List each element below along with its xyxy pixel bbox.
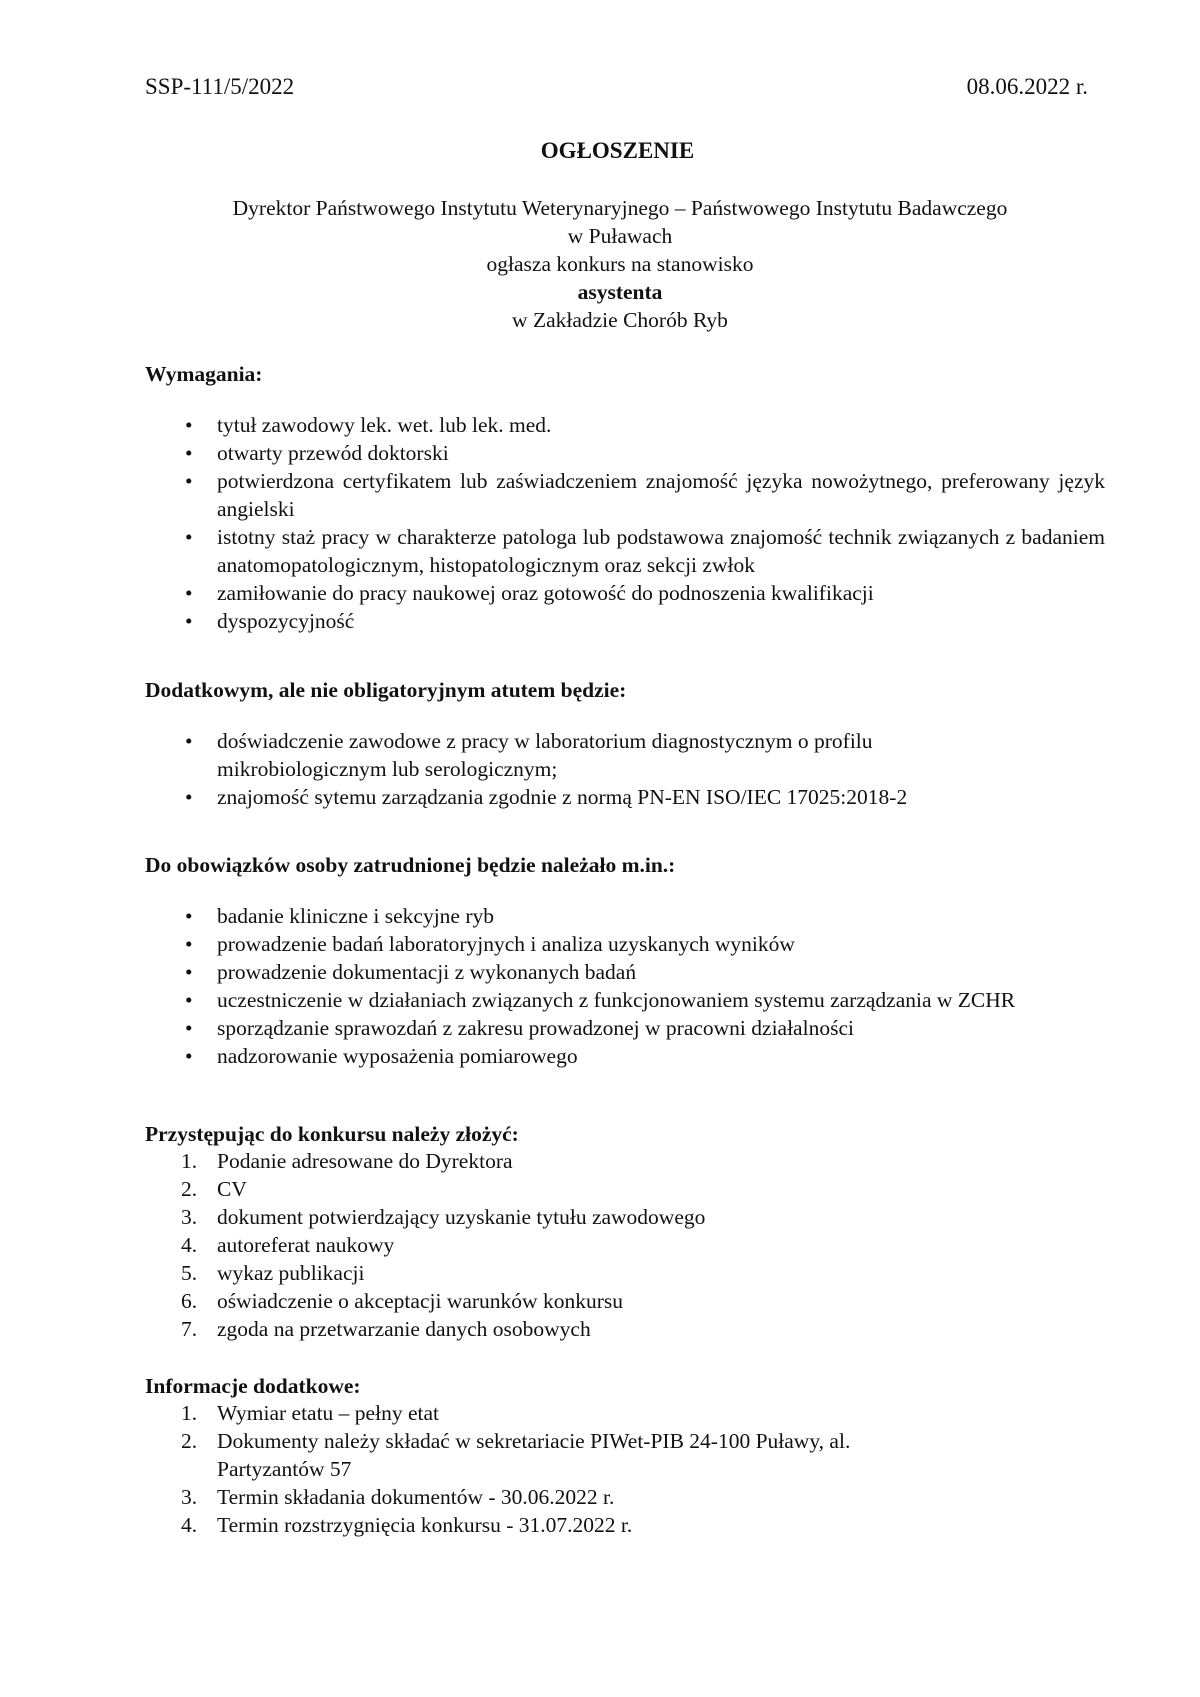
info-heading: Informacje dodatkowe:	[145, 1374, 361, 1398]
documents-section	[145, 1122, 1105, 1343]
requirements-heading: Wymagania:	[145, 362, 263, 386]
item-text: zgoda na przetwarzanie danych osobowych	[217, 1317, 591, 1341]
list-item: • istotny staż pracy w charakterze patologa lub podstawowa znajomość technik związanych z badaniem anatomopatologicznym, histopatologicznym oraz sekcji zwłok	[145, 523, 1105, 579]
item-text: Dokumenty należy składać w sekretariacie PIWet-PIB 24-100 Puławy, al. Partyzantów 57	[217, 1429, 851, 1481]
item-number: 2.	[181, 1429, 198, 1453]
list-item	[145, 1147, 1105, 1175]
documents-heading: Przystępując do konkursu należy złożyć:	[145, 1122, 519, 1146]
info-list	[145, 1399, 925, 1539]
item-number: 3.	[181, 1485, 198, 1509]
list-item	[145, 1511, 925, 1539]
list-item: • tytuł zawodowy lek. wet. lub lek. med.	[145, 411, 1105, 439]
item-number: 7.	[181, 1317, 198, 1341]
list-item	[145, 1483, 925, 1511]
documents-list	[145, 1147, 1105, 1343]
item-number: 4.	[181, 1233, 198, 1257]
list-item	[145, 1175, 1105, 1203]
requirements-section	[145, 362, 1105, 635]
info-section	[145, 1374, 1105, 1539]
item-text: Podanie adresowane do Dyrektora	[217, 1149, 513, 1173]
list-item	[145, 1427, 925, 1483]
item-number: 6.	[181, 1289, 198, 1313]
intro-line-director: Dyrektor Państwowego Instytutu Weterynaryjnego – Państwowego Instytutu Badawczego	[232, 196, 1008, 220]
list-item	[145, 1315, 1105, 1343]
list-item	[145, 1287, 1105, 1315]
list-item: • zamiłowanie do pracy naukowej oraz gotowość do podnoszenia kwalifikacji	[145, 579, 1105, 607]
list-item	[145, 1203, 1105, 1231]
item-number: 3.	[181, 1205, 198, 1229]
item-text: Wymiar etatu – pełny etat	[217, 1401, 439, 1425]
intro-block	[140, 194, 1100, 334]
item-number: 5.	[181, 1261, 198, 1285]
list-item	[145, 1399, 925, 1427]
list-item: • otwarty przewód doktorski	[145, 439, 1105, 467]
item-text: Termin składania dokumentów - 30.06.2022 r.	[217, 1485, 615, 1509]
additional-assets-list	[145, 727, 908, 811]
duties-heading: Do obowiązków osoby zatrudnionej będzie należało m.in.:	[145, 853, 676, 877]
item-number: 1.	[181, 1401, 198, 1425]
document-title: OGŁOSZENIE	[540, 138, 695, 163]
list-item: • sporządzanie sprawozdań z zakresu prowadzonej w pracowni działalności	[145, 1014, 1055, 1042]
intro-line-announces: ogłasza konkurs na stanowisko	[486, 252, 754, 276]
item-number: 2.	[181, 1177, 198, 1201]
list-item	[145, 1259, 1105, 1287]
list-item	[145, 1231, 1105, 1259]
list-item: • potwierdzona certyfikatem lub zaświadczeniem znajomość języka nowożytnego, preferowany język angielski	[145, 467, 1105, 523]
duties-list	[145, 902, 1055, 1070]
item-number: 4.	[181, 1513, 198, 1537]
intro-department: w Zakładzie Chorób Ryb	[512, 308, 728, 332]
requirements-list	[145, 411, 1105, 635]
item-text: oświadczenie o akceptacji warunków konkursu	[217, 1289, 623, 1313]
list-item: • dyspozycyjność	[145, 607, 1105, 635]
intro-position: asystenta	[577, 280, 663, 304]
reference-number: SSP-111/5/2022	[145, 74, 295, 99]
list-item: • doświadczenie zawodowe z pracy w laboratorium diagnostycznym o profilu mikrobiologicznym lub serologicznym;	[145, 727, 905, 783]
list-item: • badanie kliniczne i sekcyjne ryb	[145, 902, 1055, 930]
list-item: • nadzorowanie wyposażenia pomiarowego	[145, 1042, 1055, 1070]
duties-section	[145, 853, 1105, 1070]
list-item: • uczestniczenie w działaniach związanych z funkcjonowaniem systemu zarządzania w ZCHR	[145, 986, 1055, 1014]
document-date: 08.06.2022 r.	[966, 74, 1088, 99]
item-text: wykaz publikacji	[217, 1261, 365, 1285]
item-number: 1.	[181, 1149, 198, 1173]
list-item: • znajomość sytemu zarządzania zgodnie z normą PN-EN ISO/IEC 17025:2018-2	[145, 783, 1200, 811]
item-text: Termin rozstrzygnięcia konkursu - 31.07.2022 r.	[217, 1513, 633, 1537]
item-text: autoreferat naukowy	[217, 1233, 395, 1257]
item-text: dokument potwierdzający uzyskanie tytułu zawodowego	[217, 1205, 706, 1229]
list-item: • prowadzenie badań laboratoryjnych i analiza uzyskanych wyników	[145, 930, 1055, 958]
intro-line-city: w Puławach	[567, 224, 673, 248]
list-item: • prowadzenie dokumentacji z wykonanych badań	[145, 958, 1055, 986]
additional-assets-section	[145, 678, 1105, 811]
additional-assets-heading: Dodatkowym, ale nie obligatoryjnym atutem będzie:	[145, 678, 627, 702]
item-text: CV	[217, 1177, 247, 1201]
